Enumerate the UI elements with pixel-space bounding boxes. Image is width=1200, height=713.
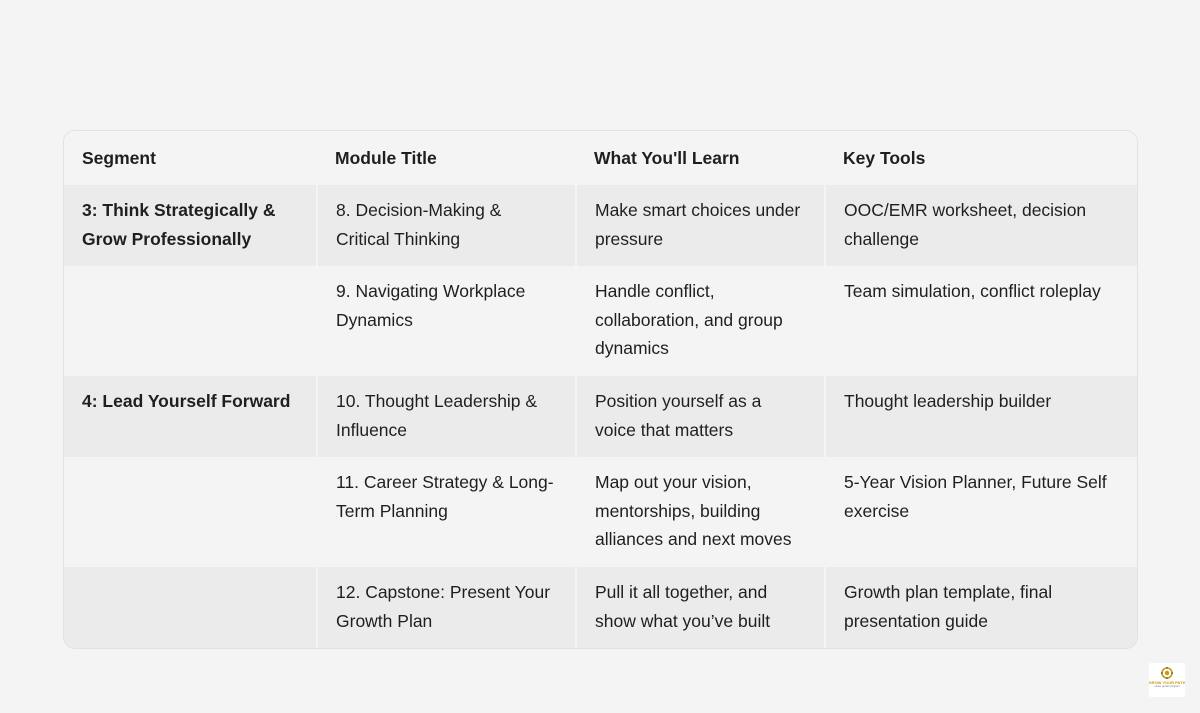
module-title-cell: 12. Capstone: Present Your Growth Plan — [317, 567, 576, 649]
table-row — [64, 376, 1137, 457]
learn-cell: Position yourself as a voice that matters — [576, 376, 825, 457]
module-title-cell: 10. Thought Leadership & Influence — [317, 376, 576, 457]
segment-cell: 3: Think Strategically & Grow Professionally — [64, 185, 317, 266]
header-key-tools: Key Tools — [825, 131, 1137, 185]
table-header-row — [64, 131, 1137, 185]
curriculum-table-container — [63, 130, 1138, 649]
header-what-youll-learn: What You'll Learn — [576, 131, 825, 185]
learn-cell: Make smart choices under pressure — [576, 185, 825, 266]
module-title-cell: 9. Navigating Workplace Dynamics — [317, 266, 576, 376]
learn-cell: Map out your vision, mentorships, building alliances and next moves — [576, 457, 825, 567]
segment-cell — [64, 567, 317, 649]
module-title-cell: 11. Career Strategy & Long-Term Planning — [317, 457, 576, 567]
learn-cell: Pull it all together, and show what you’ve built — [576, 567, 825, 649]
segment-cell — [64, 266, 317, 376]
gear-bulb-icon — [1160, 666, 1174, 680]
brand-logo — [1149, 663, 1185, 697]
tools-cell: OOC/EMR worksheet, decision challenge — [825, 185, 1137, 266]
logo-subtext: career growth program — [1154, 685, 1180, 688]
logo-text: GROW YOUR PATH — [1149, 680, 1185, 685]
table-row — [64, 266, 1137, 376]
segment-cell — [64, 457, 317, 567]
table-row — [64, 567, 1137, 649]
header-segment: Segment — [64, 131, 317, 185]
tools-cell: Growth plan template, final presentation guide — [825, 567, 1137, 649]
learn-cell: Handle conflict, collaboration, and group dynamics — [576, 266, 825, 376]
curriculum-table — [64, 131, 1137, 649]
tools-cell: Thought leadership builder — [825, 376, 1137, 457]
segment-cell: 4: Lead Yourself Forward — [64, 376, 317, 457]
header-module-title: Module Title — [317, 131, 576, 185]
tools-cell: Team simulation, conflict roleplay — [825, 266, 1137, 376]
table-row — [64, 457, 1137, 567]
tools-cell: 5-Year Vision Planner, Future Self exercise — [825, 457, 1137, 567]
table-row — [64, 185, 1137, 266]
module-title-cell: 8. Decision-Making & Critical Thinking — [317, 185, 576, 266]
